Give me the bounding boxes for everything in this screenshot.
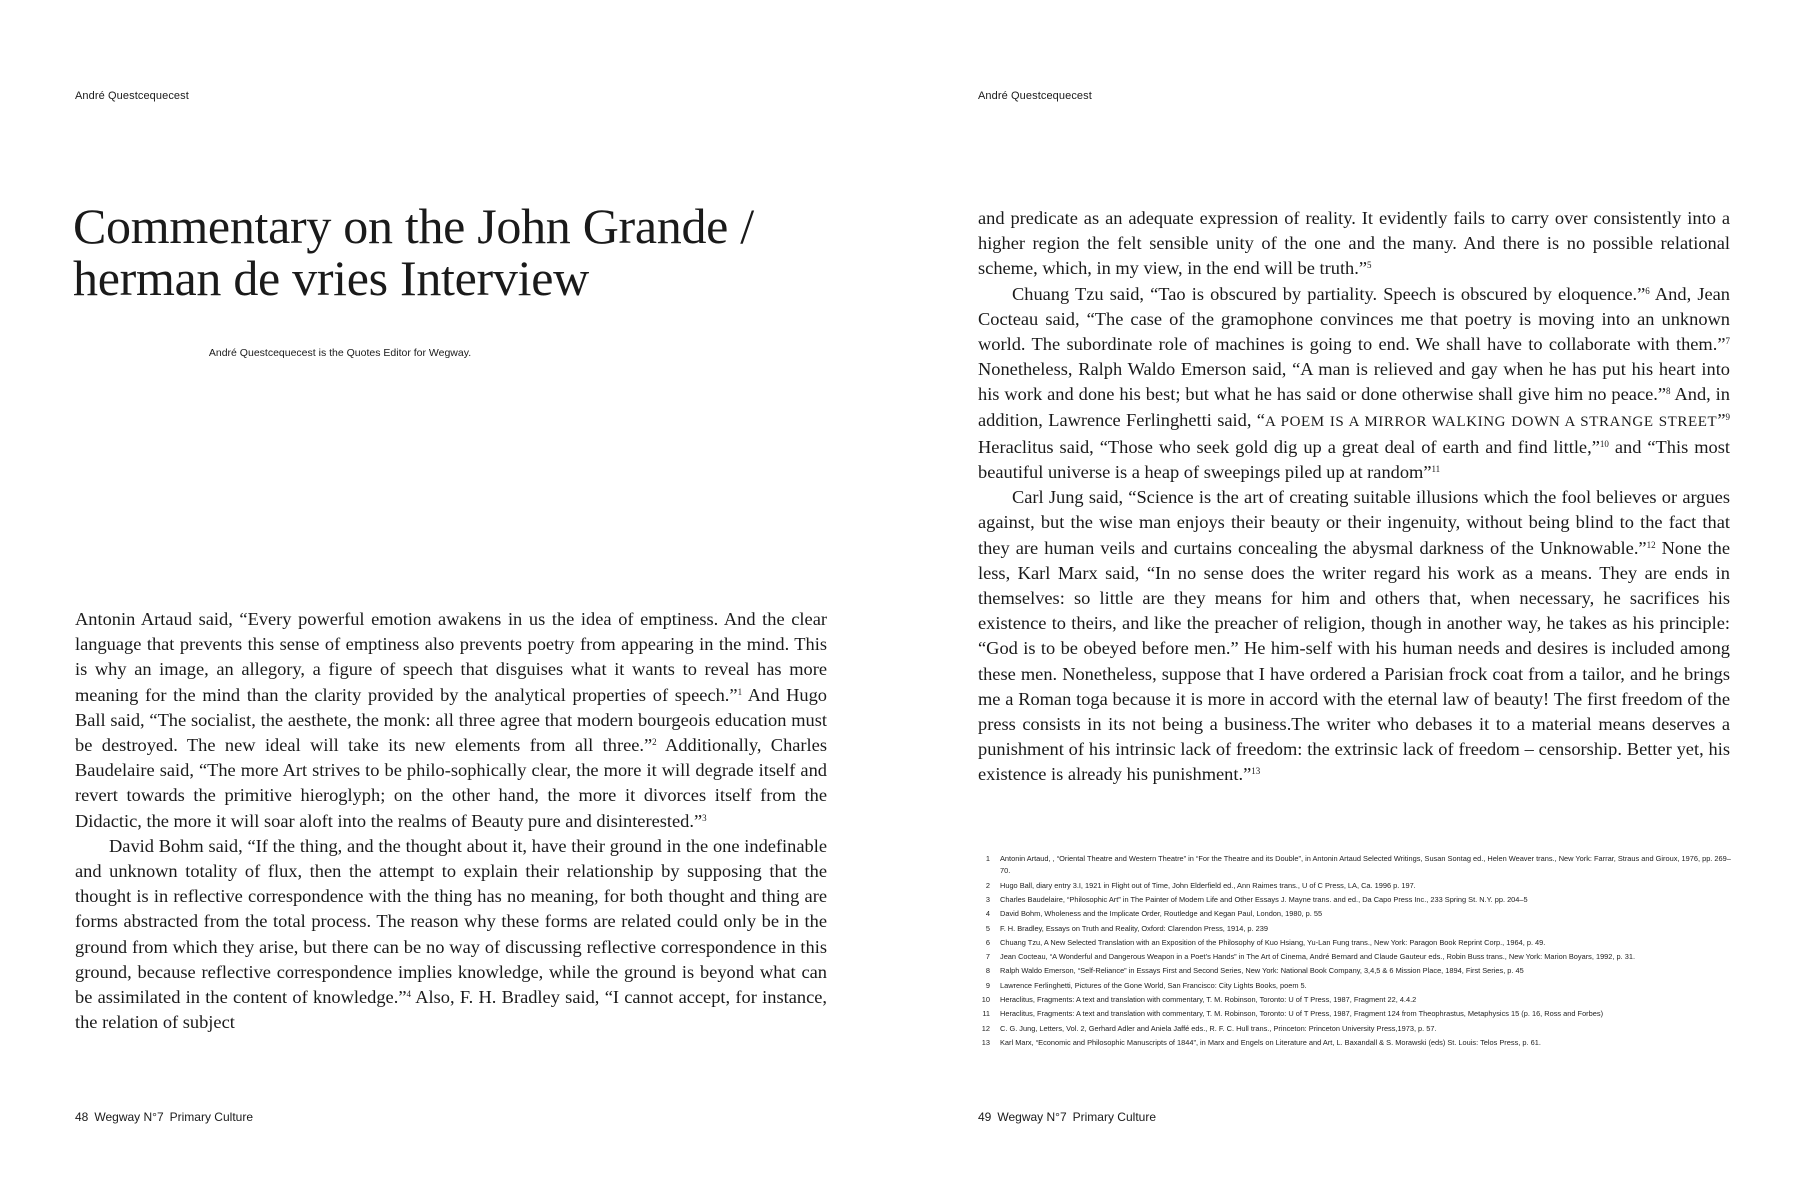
text-run: And, Jean Cocteau said, “The case of the gramophone convinces me that poetry is moving into an unknown world. The subordinate role of machines is going to end. We shall have to collaborate with them.” — [978, 283, 1730, 355]
footnote-ref[interactable]: 7 — [1725, 336, 1730, 347]
footnote-ref[interactable]: 5 — [1367, 260, 1372, 271]
footnote-text: C. G. Jung, Letters, Vol. 2, Gerhard Adler and Aniela Jaffé eds., R. F. C. Hull trans., Princeton: Princeton University Press,1973, p. 57. — [1000, 1023, 1437, 1033]
running-head: André Questcequecest — [75, 90, 189, 102]
footnote-text: Heraclitus, Fragments: A text and translation with commentary, T. M. Robinson, Toronto: U of T Press, 1987, Fragment 124 from Theophrastus, Metaphysics 15 (p. 16, Ross and Forbes) — [1000, 1009, 1604, 1019]
footnote-ref[interactable]: 1 — [737, 686, 743, 697]
footnote — [978, 994, 1738, 1006]
footnote-number: 4 — [985, 909, 990, 919]
footnote — [978, 980, 1738, 992]
footnote-text: Heraclitus, Fragments: A text and translation with commentary, T. M. Robinson, Toronto: U of T Press, 1987, Fragment 22, 4.4.2 — [1000, 995, 1417, 1005]
footnote — [978, 894, 1738, 906]
page-number: 49 — [978, 1110, 992, 1124]
paragraph — [978, 282, 1730, 486]
paragraph — [75, 834, 827, 1036]
text-run: Chuang Tzu said, “Tao is obscured by partiality. Speech is obscured by eloquence.” — [1012, 283, 1646, 304]
folio — [978, 1110, 1162, 1124]
paragraph — [978, 485, 1730, 787]
footnote-text: Hugo Ball, diary entry 3.I, 1921 in Flight out of Time, John Elderfield ed., Ann Raimes trans., U of C Press, LA, Ca. 1996 p. 197. — [1000, 880, 1416, 890]
footnote-ref[interactable]: 6 — [1645, 285, 1650, 296]
text-run: Heraclitus said, “Those who seek gold dig up a great deal of earth and find little,” — [978, 436, 1600, 457]
footnote-ref[interactable]: 3 — [702, 812, 707, 823]
paragraph — [75, 607, 827, 834]
article-title: Commentary on the John Grande / herman de vries Interview — [73, 198, 754, 306]
footnote-ref[interactable]: 2 — [652, 737, 657, 748]
text-run: And Hugo Ball said, “The socialist, the aesthete, the monk: all three agree that modern bourgeois education must be destroyed. The new ideal will take its new elements from all three.” — [75, 684, 827, 756]
footnote-number: 9 — [985, 980, 990, 990]
footnote-number: 3 — [985, 895, 990, 904]
footnote-text: Ralph Waldo Emerson, “Self-Reliance” in Essays First and Second Series, New York: National Book Company, 3,4,5 & 6 Mission Place, 1894, First Series, p. 45 — [1000, 966, 1524, 976]
footnote — [978, 1008, 1738, 1020]
text-run: Antonin Artaud said, “Every powerful emotion awakens in us the idea of emptiness. And the clear language that prevents this sense of emptiness also prevents poetry from appearing in the mind. This is why an image, an allegory, a figure of speech that disguises what it wants to reveal has more meaning for the mind than the clarity provided by the analytical properties of speech.” — [75, 609, 827, 705]
publication-name: Wegway N°7 — [94, 1110, 164, 1124]
footnote-number: 12 — [981, 1023, 990, 1033]
footnote-number: 10 — [981, 995, 990, 1005]
footnote-ref[interactable]: 10 — [1599, 438, 1609, 449]
footnote — [978, 853, 1738, 878]
publication-name: Wegway N°7 — [997, 1110, 1067, 1124]
footnote-number: 7 — [985, 952, 990, 962]
footnote-ref[interactable]: 8 — [1666, 386, 1671, 397]
footnote — [978, 965, 1738, 977]
footnote-ref[interactable]: 9 — [1725, 411, 1730, 422]
paragraph — [978, 206, 1730, 282]
section-name: Primary Culture — [169, 1110, 253, 1124]
body-text — [75, 607, 827, 1035]
text-run: and “This most beautiful universe is a heap of sweepings piled up at random” — [978, 436, 1730, 483]
author-note: André Questcequecest is the Quotes Editor for Wegway. — [208, 347, 472, 359]
text-run: And, in addition, Lawrence Ferlinghetti said, “ — [978, 384, 1730, 430]
footnote-text: Antonin Artaud, , “Oriental Theatre and Western Theatre” in “For the Theatre and its Double”, in Antonin Artaud Selected Writings, Susan Sontag ed., Helen Weaver trans., New York: Farrar, Straus and Giroux, 1976, pp. 269–70. — [1000, 854, 1731, 876]
folio — [75, 1110, 259, 1124]
footnote-number: 5 — [985, 923, 990, 933]
text-run: Carl Jung said, “Science is the art of creating suitable illusions which the fool believes or argues against, but the wise man enjoys their beauty or their ingenuity, without being blind to the fact that they are human veils and curtains concealing the abysmal darkness of the Unknowable.” — [978, 487, 1730, 558]
section-name: Primary Culture — [1072, 1110, 1156, 1124]
footnote — [978, 1023, 1738, 1035]
body-text — [978, 206, 1730, 788]
footnote-text: Jean Cocteau, “A Wonderful and Dangerous Weapon in a Poet’s Hands” in The Art of Cinema, André Bernard and Claude Gauteur eds., Robin Buss trans., New York: Marion Boyars, 1992, p. 31. — [1000, 952, 1636, 962]
text-run: Also, F. H. Bradley said, “I cannot accept, for instance, the relation of subject — [75, 987, 827, 1033]
footnote-ref[interactable]: 13 — [1251, 766, 1261, 777]
footnote-number: 11 — [982, 1009, 990, 1019]
footnote — [978, 908, 1738, 920]
footnote-ref[interactable]: 12 — [1646, 539, 1656, 550]
footnote-number: 13 — [981, 1037, 990, 1047]
footnote-text: F. H. Bradley, Essays on Truth and Reality, Oxford: Clarendon Press, 1914, p. 239 — [1000, 923, 1268, 933]
footnote-text: Lawrence Ferlinghetti, Pictures of the Gone World, San Francisco: City Lights Books, poem 5. — [1000, 980, 1307, 990]
text-run: and predicate as an adequate expression of reality. It evidently fails to carry over consistently into a higher region the felt sensible unity of the one and the many. And there is no possible relational scheme, which, in my view, in the end will be truth.” — [978, 208, 1730, 279]
footnote-text: Charles Baudelaire, “Philosophic Art” in The Painter of Modern Life and Other Essays J. Mayne trans. and ed., Da Capo Press Inc., 233 Spring St. N.Y. pp. 204–5 — [1000, 895, 1528, 904]
footnote-number: 8 — [985, 966, 990, 976]
page-number: 48 — [75, 1110, 89, 1124]
footnote-number: 6 — [985, 937, 990, 947]
text-run: David Bohm said, “If the thing, and the thought about it, have their ground in the one indefinable and unknown totality of flux, then the attempt to explain their relationship by supposing that the thought is in reflective correspondence with the thing has no meaning, for both thought and thing are forms abstracted from the total process. The reason why these forms are related could only be in the ground from which they arise, but there can be no way of discussing reflective correspondence in this ground, because reflective correspondence implies knowledge, while the ground is beyond what can be assimilated in the content of knowledge.” — [75, 835, 827, 1008]
footnote-ref[interactable]: 4 — [406, 989, 411, 1000]
footnote — [978, 923, 1738, 935]
footnote-text: David Bohm, Wholeness and the Implicate Order, Routledge and Kegan Paul, London, 1980, p. 55 — [1000, 909, 1323, 919]
footnote — [978, 951, 1738, 963]
footnote — [978, 937, 1738, 949]
smallcaps-quote: A POEM IS A MIRROR WALKING DOWN A STRANGE STREET — [1264, 413, 1718, 430]
right-page — [900, 0, 1800, 1200]
footnote-ref[interactable]: 11 — [1431, 464, 1441, 475]
footnote-number: 1 — [985, 854, 990, 863]
footnotes-list — [978, 853, 1738, 1051]
footnote-text: Karl Marx, “Economic and Philosophic Manuscripts of 1844”, in Marx and Engels on Literature and Art, L. Baxandall & S. Morawski (eds) St. Louis: Telos Press, p. 61. — [1000, 1037, 1541, 1047]
text-run: ” — [1717, 409, 1726, 430]
text-run: Nonetheless, Ralph Waldo Emerson said, “A man is relieved and gay when he has put his heart into his work and done his best; but what he has said or done otherwise shall give him no peace.” — [978, 359, 1730, 405]
footnote-number: 2 — [985, 880, 990, 890]
running-head: André Questcequecest — [978, 90, 1092, 102]
text-run: Additionally, Charles Baudelaire said, “The more Art strives to be philo-sophically clear, the more it will degrade itself and revert towards the primitive hieroglyph; on the other hand, the more it divorces itself from the Didactic, the more it will soar aloft into the realms of Beauty pure and disinterested.” — [75, 735, 827, 831]
text-run: None the less, Karl Marx said, “In no sense does the writer regard his work as a means. They are ends in themselves: so little are they means for him and others that, when necessary, he sacrifices his existence to theirs, and like the preacher of religion, though in another way, he takes as his principle: “God is to be obeyed before men.” He him-self with his human needs and desires is included among these men. Nonetheless, suppose that I have ordered a Parisian frock coat from a tailor, and he brings me a Roman toga because it is more in accord with the eternal law of beauty! The first freedom of the press consists in its not being a business.The writer who debases it to a material means deserves a punishment of his intrinsic lack of freedom: the extrinsic lack of freedom – censorship. Better yet, his existence is already his punishment.” — [978, 537, 1731, 785]
footnote — [978, 1037, 1738, 1049]
footnote — [978, 880, 1738, 892]
footnote-text: Chuang Tzu, A New Selected Translation with an Exposition of the Philosophy of Kuo Hsiang, Yu-Lan Fung trans., New York: Paragon Book Reprint Corp., 1964, p. 49. — [1000, 937, 1546, 947]
